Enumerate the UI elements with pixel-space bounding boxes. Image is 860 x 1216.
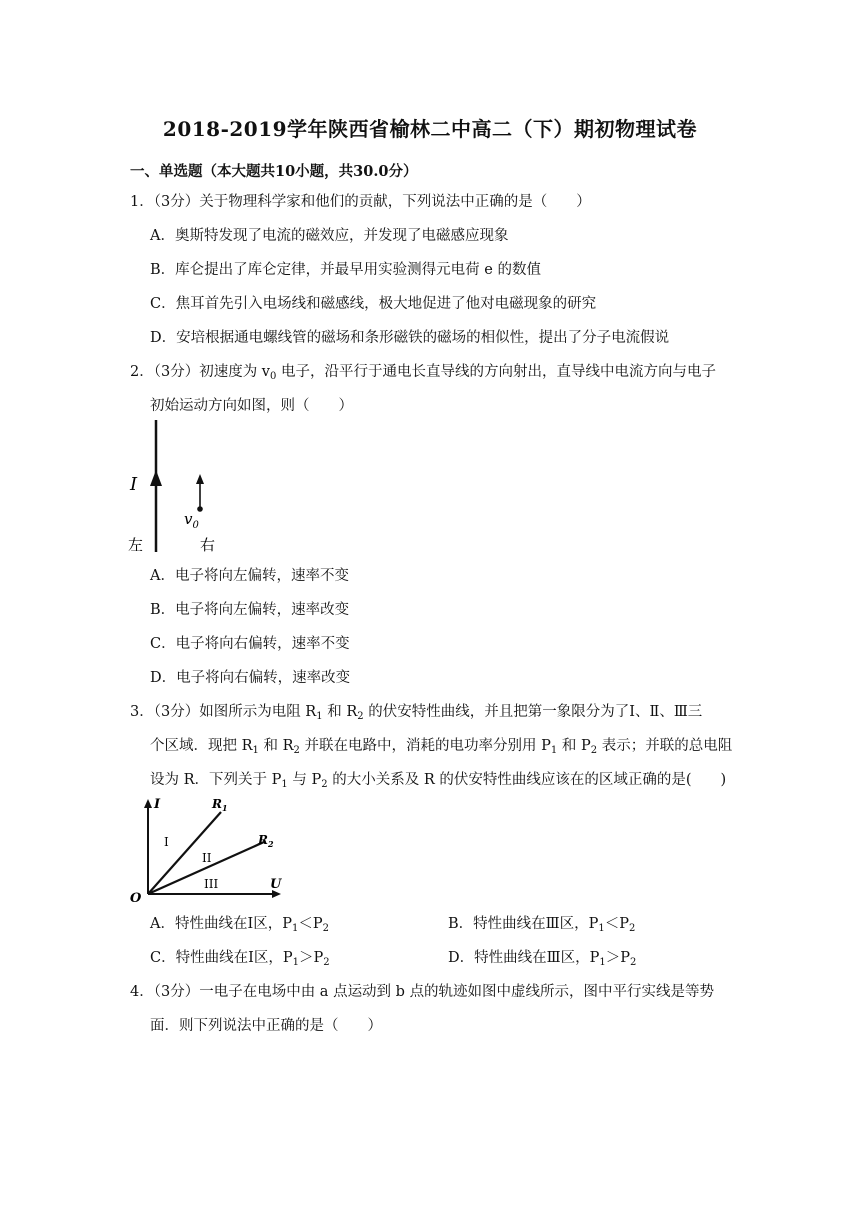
origin-label: O: [130, 891, 142, 904]
q3-option-b[interactable]: B．特性曲线在Ⅲ区，$P_1<P_2$: [448, 916, 636, 934]
q1-option-a[interactable]: A．奥斯特发现了电流的磁效应，并发现了电磁感应现象: [150, 228, 509, 244]
q2-option-c[interactable]: C．电子将向右偏转，速率不变: [150, 636, 350, 652]
current-arrow: [150, 470, 162, 486]
x-axis-label: U: [270, 877, 282, 892]
velocity-label: $v_0$: [184, 510, 199, 531]
electron-dot: [197, 506, 203, 512]
left-label: 左: [128, 536, 144, 554]
q2-stem-part: 2．（3分）初速度为 v: [130, 364, 271, 380]
current-label: I: [130, 474, 138, 495]
velocity-arrow: [196, 474, 204, 484]
section-heading: 一、单选题（本大题共10小题，共30.0分）: [130, 163, 418, 180]
q2-stem: [130, 360, 716, 381]
q3-option-a[interactable]: A．特性曲线在Ⅰ区，$P_1<P_2$: [150, 916, 329, 934]
q3-stem-line2: 个区域．现把 $R_1$ 和 $R_2$ 并联在电路中，消耗的电功率分别用 $P_1$ 和 $P_2$ 表示；并联的总电阻: [150, 738, 733, 756]
q3-figure: [126, 796, 296, 904]
y-axis-arrow: [144, 799, 152, 808]
q2-option-b[interactable]: B．电子将向左偏转，速率改变: [150, 602, 350, 618]
q3-option-c[interactable]: C．特性曲线在Ⅰ区，$P_1>P_2$: [150, 950, 330, 968]
r1-label: $R_1$: [212, 797, 228, 813]
q2-figure: [120, 418, 230, 558]
y-axis-label: I: [154, 797, 161, 812]
q4-stem: 4．（3分）一电子在电场中由 a 点运动到 b 点的轨迹如图中虚线所示，图中平行实线是等势: [130, 984, 715, 1000]
region-1-label: I: [164, 835, 169, 849]
q2-stem-part: 电子，沿平行于通电长直导线的方向射出，直导线中电流方向与电子: [276, 364, 716, 380]
q3-stem-line1: 3．（3分）如图所示为电阻 $R_1$ 和 $R_2$ 的伏安特性曲线，并且把第一象限分为了Ⅰ、Ⅱ、Ⅲ三: [130, 704, 703, 722]
q3-stem-line3: 设为 R．下列关于 $P_1$ 与 $P_2$ 的大小关系及 R 的伏安特性曲线应该在的区域正确的是( ): [150, 772, 727, 790]
q1-option-c[interactable]: C．焦耳首先引入电场线和磁感线，极大地促进了他对电磁现象的研究: [150, 296, 597, 312]
q2-option-d[interactable]: D．电子将向右偏转，速率改变: [150, 670, 351, 686]
r2-label: $R_2$: [258, 833, 274, 849]
region-3-label: III: [204, 877, 219, 891]
region-2-label: II: [202, 851, 212, 865]
q3-option-d[interactable]: D．特性曲线在Ⅲ区，$P_1>P_2$: [448, 950, 637, 968]
page-title: 2018-2019学年陕西省榆林二中高二（下）期初物理试卷: [162, 117, 698, 141]
q2-stem-line2: 初始运动方向如图，则（ ）: [150, 398, 353, 414]
q4-stem-line2: 面．则下列说法中正确的是（ ）: [150, 1018, 382, 1034]
q2-stem-sub: 0: [270, 371, 277, 382]
q1-option-d[interactable]: D．安培根据通电螺线管的磁场和条形磁铁的磁场的相似性，提出了分子电流假说: [150, 330, 670, 346]
right-label: 右: [200, 536, 216, 554]
q1-stem: 1．（3分）关于物理科学家和他们的贡献，下列说法中正确的是（ ）: [130, 194, 591, 210]
q1-option-b[interactable]: B．库仑提出了库仑定律，并最早用实验测得元电荷 e 的数值: [150, 262, 541, 278]
q2-option-a[interactable]: A．电子将向左偏转，速率不变: [150, 568, 349, 584]
